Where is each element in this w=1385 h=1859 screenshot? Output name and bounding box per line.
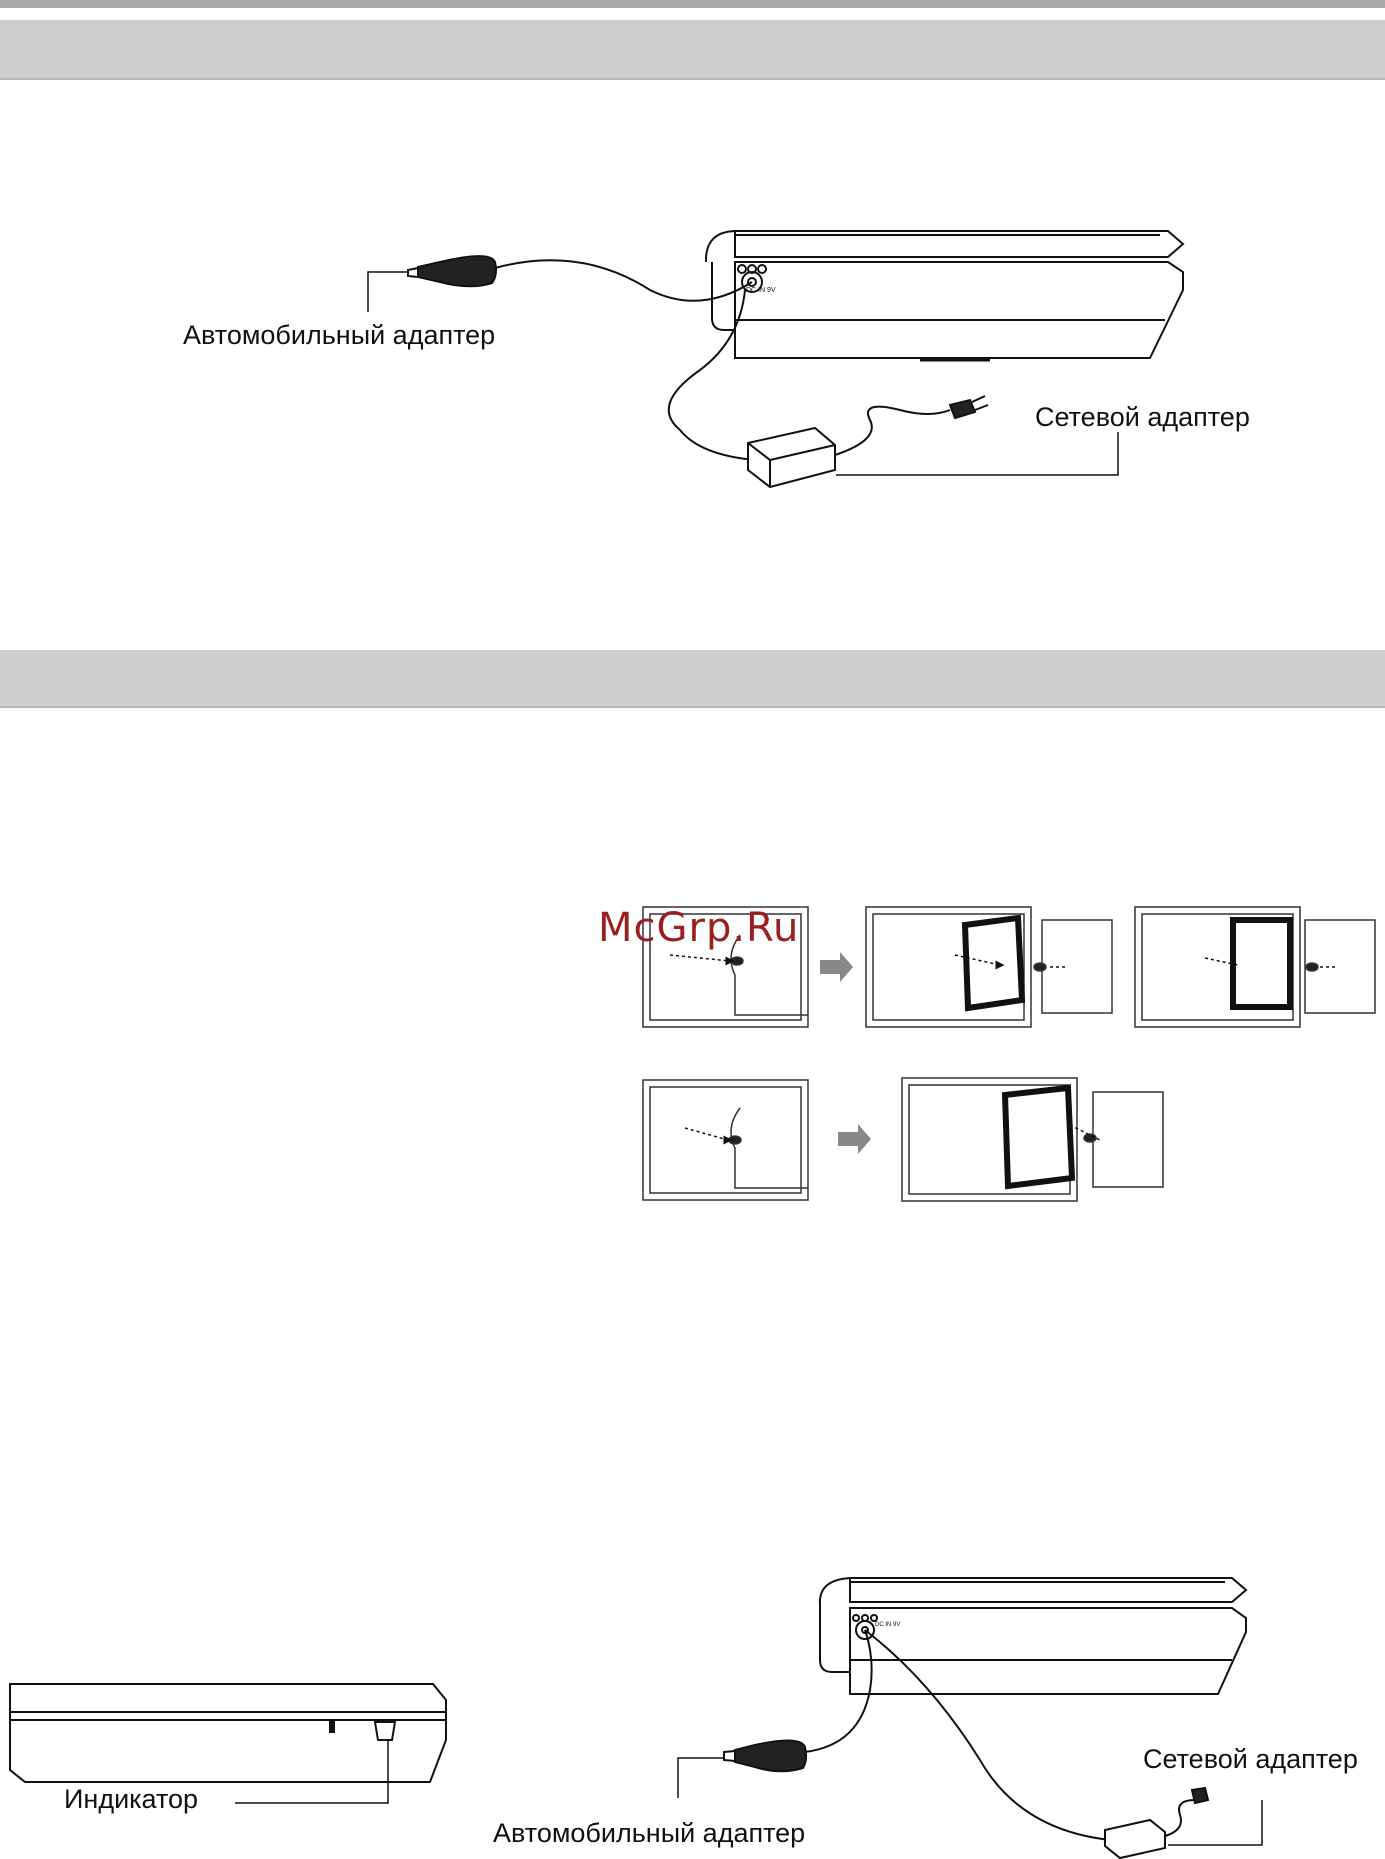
player-front-view [10,1684,446,1782]
mains-adapter-label-2: Сетевой адаптер [1143,1744,1358,1774]
indicator-leader-line [235,1740,388,1803]
mains-adapter-leader-line-2 [1168,1800,1262,1845]
car-adapter-leader-line-2 [678,1758,724,1798]
mains-adapter-label: Сетевой адаптер [1035,402,1250,432]
indicator-label: Индикатор [64,1784,199,1814]
car-adapter-label-2: Автомобильный адаптер [493,1818,806,1848]
port-label-2: DC IN 9V [875,1622,901,1628]
dvd-player-side-view-2 [820,1578,1246,1694]
port-label: DC IN 9V [746,287,776,294]
car-adapter-label: Автомобильный адаптер [183,320,496,350]
watermark: McGrp.Ru [598,905,800,951]
